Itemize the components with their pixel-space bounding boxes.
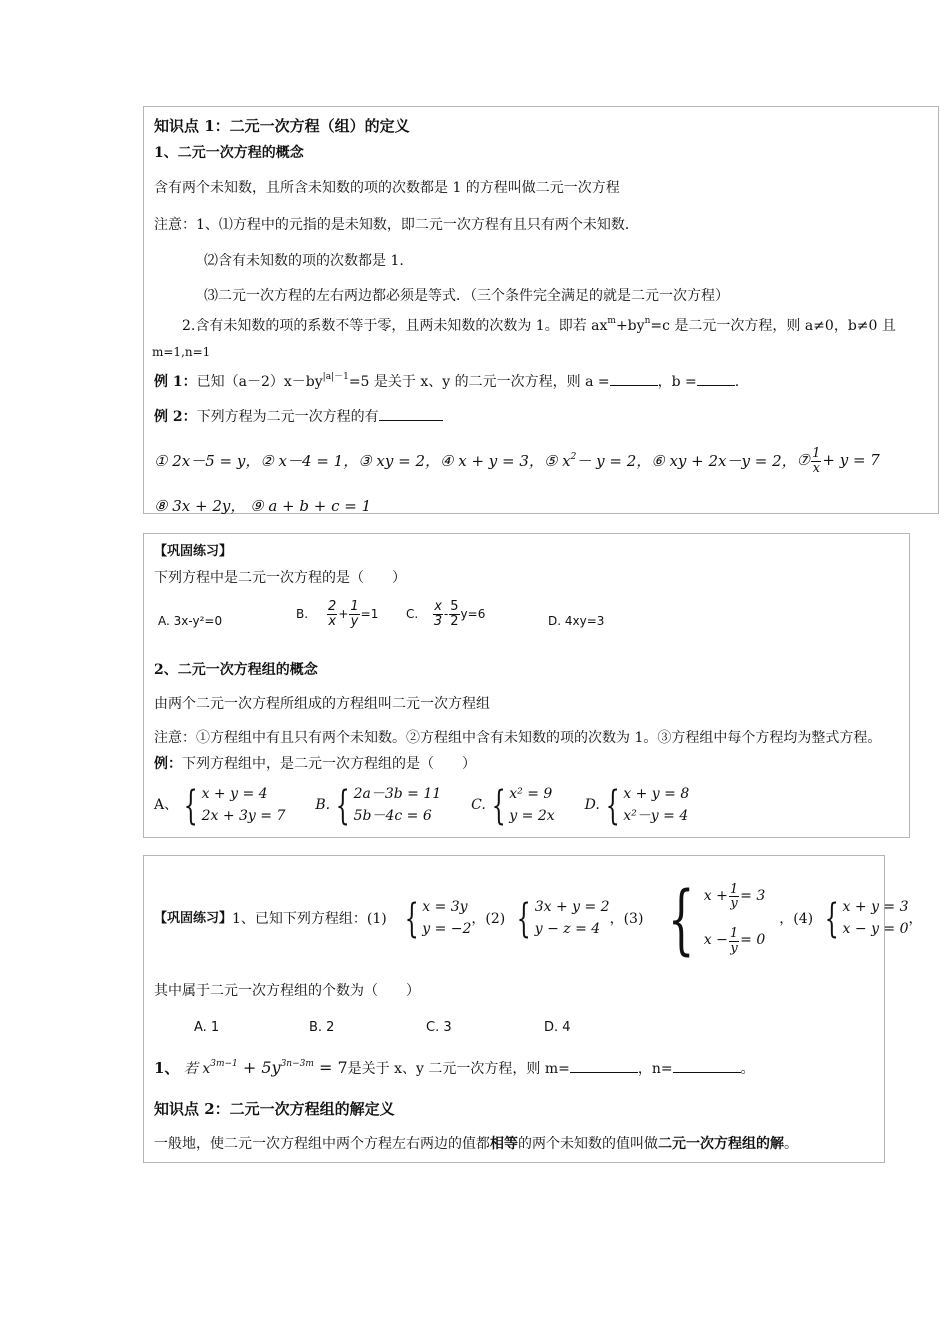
system-options (154, 784, 689, 827)
definition-2: 由两个二元一次方程所组成的方程组叫二元一次方程组 (154, 696, 490, 712)
eq-4: ④ x + y = 3， (440, 452, 544, 471)
practice-2-question (154, 864, 923, 974)
problem-1-term-1: 若 x (183, 1061, 211, 1077)
eq-7: ⑦ $\frac{1}{x}$ + y = 7 (796, 446, 880, 476)
practice-box-1 (143, 533, 910, 838)
sep-3: ，(3) (609, 910, 644, 927)
example-1-b: =5 是关于 x、y 的二元一次方程，则 a = (348, 374, 610, 390)
note-4-a: 2.含有未知数的项的系数不等于零，且两未知数的次数为 1。即若 ax (182, 318, 608, 334)
equation-list-2 (154, 497, 371, 515)
note-4-c: =c 是二元一次方程，则 a≠0，b≠0 且 (650, 318, 896, 334)
answer-blank-a[interactable] (610, 373, 658, 386)
system-1: { x = 3y y = −2 (404, 896, 472, 942)
eq-3: ③ xy = 2， (358, 452, 441, 471)
note-4 (182, 318, 896, 335)
system-4: { x + y = 3 x − y = 0 (824, 896, 909, 942)
example-2 (154, 408, 443, 426)
system-3: { x + $\frac{1}{y}$ = 3 x − $\frac{1}{y}$ = 0 (668, 874, 766, 963)
note-3: ⑶二元一次方程的左右两边都必须是等式．（三个条件完全满足的就是二元一次方程） (204, 288, 729, 304)
eq-8: ⑧ 3x + 2y， (154, 497, 246, 515)
eq-5: ⑤ $x^2- y = 2$， (543, 452, 652, 471)
answer-blank-ex2[interactable] (379, 408, 443, 421)
practice-2-title: 【巩固练习】 (154, 911, 233, 927)
problem-1-exp-2: 3n−3m (280, 1059, 314, 1069)
note-2: ⑵含有未知数的项的次数都是 1. (204, 253, 404, 269)
option-a[interactable]: A. 1 (194, 1020, 220, 1035)
definition-text: 含有两个未知数，且所含未知数的项的次数都是 1 的方程叫做二元一次方程 (154, 180, 620, 196)
eq-1: ① 2x－5 = y， (154, 452, 261, 471)
answer-blank-n[interactable] (673, 1060, 741, 1073)
end-comma: ， (908, 910, 923, 927)
problem-1-number: 1、 (154, 1059, 180, 1077)
practice-question: 下列方程中是二元一次方程的是（ ） (154, 570, 406, 586)
option-b[interactable]: B. $\frac{2}{x}$ + $\frac{1}{y}$ =1 (296, 599, 379, 629)
subheading: 1、二元一次方程的概念 (154, 145, 304, 161)
system-a: { x + y = 4 2x + 3y = 7 (183, 782, 286, 829)
system-d: { x + y = 8 x²－y = 4 (605, 782, 690, 829)
example-1-a: 已知（a－2）x－by (196, 374, 323, 390)
exp-n: n (644, 316, 651, 326)
example-1-end: . (734, 374, 740, 390)
option-d[interactable]: D. 4xy=3 (548, 614, 605, 628)
practice-title: 【巩固练习】 (154, 544, 233, 559)
note-system: 注意：①方程组中有且只有两个未知数。②方程组中含有未知数的项的次数为 1。③方程组中每个方程均为整式方程。 (154, 730, 882, 746)
option-b-label[interactable]: B. (315, 797, 331, 814)
definition-box (143, 106, 939, 514)
example-2-text: 下列方程为二元一次方程的有 (196, 409, 379, 425)
note-1: 注意：1、⑴方程中的元指的是未知数，即二元一次方程有且只有两个未知数． (154, 217, 639, 233)
example-1-c: ，b = (657, 374, 697, 390)
option-d[interactable]: D. 4 (544, 1020, 571, 1035)
system-b: { 2a－3b = 11 5b－4c = 6 (335, 782, 442, 829)
problem-1-eq: = 7 (313, 1058, 348, 1077)
answer-blank-b[interactable] (697, 373, 735, 386)
problem-1-n: ，n= (637, 1061, 673, 1077)
problem-1-end: 。 (740, 1061, 755, 1077)
subheading-2: 2、二元一次方程组的概念 (154, 662, 318, 678)
option-c[interactable]: C. $\frac{x}{3}$ - $\frac{5}{2}$ y=6 (406, 599, 486, 629)
sep-2: ，(2) (471, 910, 506, 927)
problem-1-term-2: + 5y (237, 1058, 281, 1077)
note-4-b: +by (615, 318, 645, 334)
option-d-label[interactable]: D. (584, 797, 600, 814)
answer-blank-m[interactable] (570, 1060, 638, 1073)
section-title-2: 知识点 2：二元一次方程组的解定义 (154, 1100, 395, 1118)
system-2: { 3x + y = 2 y − z = 4 (516, 896, 610, 942)
practice-box-2 (143, 855, 923, 1163)
option-a-label[interactable]: A、 (154, 797, 179, 814)
exp-m: m (607, 316, 616, 326)
example-text: 下列方程组中，是二元一次方程组的是（ ） (182, 756, 476, 772)
eq-9: ⑨ a + b + c = 1 (250, 497, 372, 515)
example-1-label: 例 1： (154, 374, 197, 390)
practice-2-lead: 1、已知下列方程组：(1) (232, 910, 387, 927)
system-example (154, 756, 476, 773)
eq-6: ⑥ xy + 2x－y = 2， (651, 452, 797, 471)
option-c-label[interactable]: C. (471, 797, 486, 814)
option-c[interactable]: C. 3 (426, 1020, 452, 1035)
example-2-label: 例 2： (154, 409, 197, 425)
option-b[interactable]: B. 2 (309, 1020, 335, 1035)
sep-4: ，(4) (779, 910, 814, 927)
problem-1-exp-1: 3m−1 (210, 1059, 238, 1069)
definition-solution: 一般地，使二元一次方程组中两个方程左右两边的值都相等的两个未知数的值叫做二元一次方程组的解。 (154, 1136, 798, 1152)
problem-1 (154, 1058, 755, 1078)
practice-2-question-2: 其中属于二元一次方程组的个数为（ ） (154, 983, 420, 999)
note-4-line2: m=1,n=1 (152, 345, 211, 359)
section-title: 知识点 1：二元一次方程（组）的定义 (154, 117, 410, 135)
example-label: 例： (154, 756, 182, 772)
equation-list (154, 447, 880, 475)
example-1-exp: |a|－1 (322, 372, 349, 382)
eq-2: ② x－4 = 1， (260, 452, 359, 471)
system-c: { x² = 9 y = 2x (491, 782, 555, 829)
example-1 (154, 373, 739, 391)
option-a[interactable]: A. 3x-y²=0 (158, 614, 223, 628)
problem-1-text: 是关于 x、y 二元一次方程，则 m= (347, 1061, 570, 1077)
